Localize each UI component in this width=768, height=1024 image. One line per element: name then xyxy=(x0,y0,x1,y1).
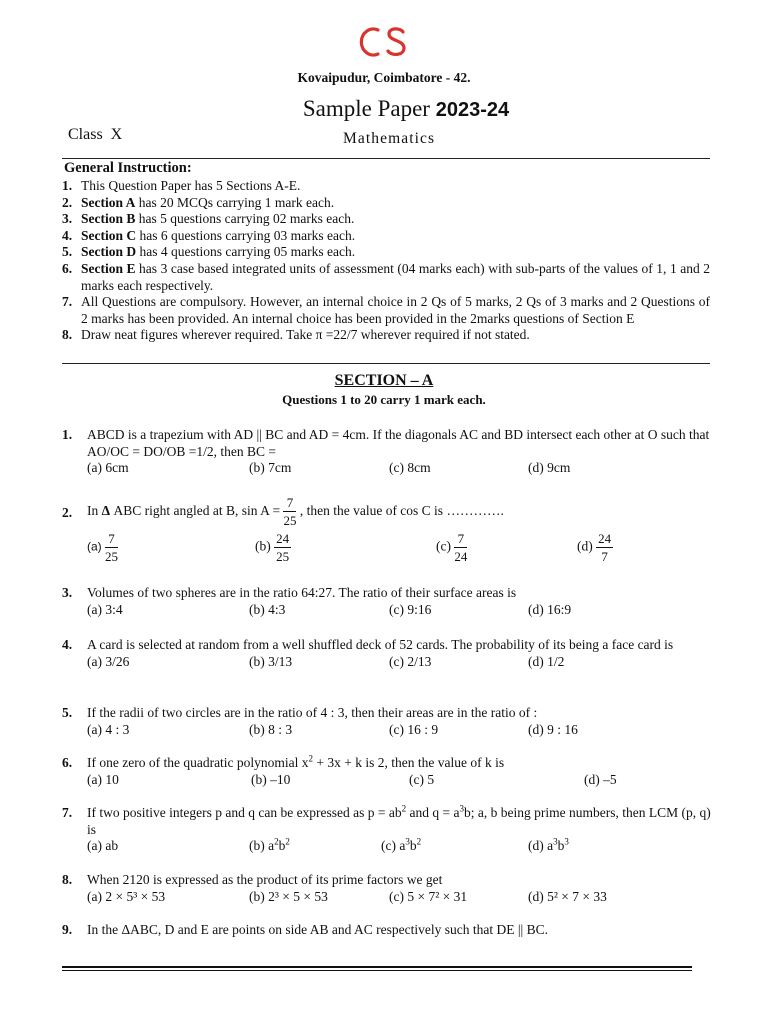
fraction: $\frac{7}{25}$ xyxy=(283,495,297,529)
cs-logo-icon xyxy=(356,22,412,62)
option-a: (a) $\frac{7}{25}$ xyxy=(87,531,119,564)
question-7: 7. If two positive integers p and q can be expressed as $p = ab^2$ and $q = a^3b$; a, b being prime numbers, then LCM (p, q) is (a) ab (b) $a^2b^2$ (c) $a^3b^2$ (d) $a^3b^3$ xyxy=(62,803,711,854)
question-2: 2. In Δ ABC right angled at B, sin A = $\frac{7}{25}$ , then the value of cos C is …………. (a) $\frac{7}{25}$ (b) $\frac{24}{25}$ (c) $\frac{7}{24}$ (d) $\frac{24}{7}$ xyxy=(62,494,712,566)
question-4: 4. A card is selected at random from a well shuffled deck of 52 cards. The probability of its being a face card is (a) 3/26 (b) 3/13 (c) 2/13 (d) 1/2 xyxy=(62,637,712,671)
options-row xyxy=(87,532,712,566)
instructions-divider xyxy=(62,363,710,364)
option-d: (d) 9cm xyxy=(528,460,571,476)
option-a: (a) 2 × 5³ × 53 xyxy=(87,888,166,904)
option-b: (b) 4:3 xyxy=(249,601,286,617)
options-row xyxy=(87,722,712,739)
paper-title-text: Sample Paper xyxy=(302,96,430,121)
instructions-list xyxy=(62,178,710,344)
option-d: (d) 1/2 xyxy=(528,653,565,669)
option-b: (b) $a^2b^2$ xyxy=(249,836,290,854)
options-row xyxy=(87,838,712,855)
section-title: SECTION – A xyxy=(334,372,434,389)
instruction-item: 7. All Questions are compulsory. However, an internal choice in 2 Qs of 5 marks, 2 Qs of 3 marks and 2 Questions of 2 marks has been provided. An internal choice has been provided in the 2marks questions of Section E xyxy=(62,294,710,326)
question-text: In Δ ABC right angled at B, sin A = $\frac{7}{25}$ , then the value of cos C is …………. xyxy=(87,495,504,529)
instruction-item: 2. Section A has 20 MCQs carrying 1 mark each. xyxy=(62,194,335,210)
instruction-item: 5. Section D has 4 questions carrying 05 marks each. xyxy=(62,244,356,260)
option-d: (d) $\frac{24}{7}$ xyxy=(577,531,612,564)
question-5: 5. If the radii of two circles are in the ratio of 4 : 3, then their areas are in the ratio of : (a) 4 : 3 (b) 8 : 3 (c) 16 : 9 (d) 9 : 16 xyxy=(62,705,712,739)
paper-title xyxy=(0,96,768,122)
option-c: (c) 8cm xyxy=(389,460,431,476)
options-row xyxy=(87,460,712,477)
option-d: (d) 9 : 16 xyxy=(528,721,578,737)
instruction-item: 8. Draw neat figures wherever required. Take π =22/7 wherever required if not stated. xyxy=(62,327,530,343)
options-row xyxy=(87,602,712,619)
option-c: (c) 5 xyxy=(409,771,435,787)
option-d: (d) –5 xyxy=(584,771,617,787)
question-text: Volumes of two spheres are in the ratio 64:27. The ratio of their surface areas is xyxy=(87,585,517,600)
question-3: 3. Volumes of two spheres are in the ratio 64:27. The ratio of their surface areas is (a) 3:4 (b) 4:3 (c) 9:16 (d) 16:9 xyxy=(62,585,712,619)
instruction-item: 6. Section E has 3 case based integrated units of assessment (04 marks each) with sub-parts of the values of 1, 1 and 2 marks each respectively. xyxy=(62,260,710,293)
option-a: (a) 10 xyxy=(87,771,119,787)
option-b: (b) 8 : 3 xyxy=(249,721,293,737)
option-b: (b) 2³ × 5 × 53 xyxy=(249,888,328,904)
options-row xyxy=(87,772,712,789)
option-a: (a) 6cm xyxy=(87,460,129,476)
question-text: ABCD is a trapezium with AD || BC and AD = 4cm. If the diagonals AC and BD intersect each other at O such that AO/OC = DO/OB =1/2, then BC = xyxy=(87,427,710,459)
instructions-heading: General Instruction: xyxy=(64,160,192,176)
footer-rule xyxy=(62,966,692,968)
question-8: 8. When 2120 is expressed as the product of its prime factors we get (a) 2 × 5³ × 53 (b) 2³ × 5 × 53 (c) 5 × 7² × 31 (d) 5² × 7 × 33 xyxy=(62,872,712,906)
option-d: (d) $a^3b^3$ xyxy=(528,836,569,854)
option-a: (a) ab xyxy=(87,838,119,854)
school-logo xyxy=(0,22,768,67)
question-text: If two positive integers p and q can be expressed as $p = ab^2$ and $q = a^3b$; a, b being prime numbers, then LCM (p, q) is xyxy=(87,803,711,837)
option-c: (c) 16 : 9 xyxy=(389,721,439,737)
instruction-item: 4. Section C has 6 questions carrying 03 marks each. xyxy=(62,227,356,243)
question-9: 9. In the ΔABC, D and E are points on side AB and AC respectively such that DE || BC. xyxy=(62,922,712,939)
class-label: Class X xyxy=(68,126,123,143)
question-1: 1. ABCD is a trapezium with AD || BC and AD = 4cm. If the diagonals AC and BD intersect each other at O such that AO/OC = DO/OB =1/2, then BC = (a) 6cm (b) 7cm (c) 8cm (d) 9cm xyxy=(62,427,712,477)
question-6: 6. If one zero of the quadratic polynomial $x^2 + 3x + k$ is 2, then the value of k is (a) 10 (b) –10 (c) 5 (d) –5 xyxy=(62,755,712,789)
triangle-icon: Δ xyxy=(101,503,111,518)
instruction-item: 3. Section B has 5 questions carrying 02 marks each. xyxy=(62,211,355,227)
paper-year: 2023-24 xyxy=(435,99,510,121)
school-address: Kovaipudur, Coimbatore - 42. xyxy=(297,70,471,85)
option-c: (c) $\frac{7}{24}$ xyxy=(436,531,468,564)
option-b: (b) –10 xyxy=(251,771,291,787)
subject-label: Mathematics xyxy=(343,130,436,147)
option-c: (c) 9:16 xyxy=(389,601,432,617)
option-b: (b) 7cm xyxy=(249,460,292,476)
instruction-item: 1. This Question Paper has 5 Sections A-E. xyxy=(62,178,301,193)
footer-rule xyxy=(62,970,692,971)
option-c: (c) $a^3b^2$ xyxy=(381,836,422,854)
option-c: (c) 2/13 xyxy=(389,653,432,669)
section-subtitle: Questions 1 to 20 carry 1 mark each. xyxy=(282,392,486,407)
question-text: A card is selected at random from a well shuffled deck of 52 cards. The probability of its being a face card is xyxy=(87,637,674,652)
option-a: (a) 3:4 xyxy=(87,601,123,617)
option-b: (b) 3/13 xyxy=(249,653,293,669)
option-a: (a) 4 : 3 xyxy=(87,721,130,737)
question-text: When 2120 is expressed as the product of its prime factors we get xyxy=(87,872,443,887)
question-text: If one zero of the quadratic polynomial $x^2 + 3x + k$ is 2, then the value of k is xyxy=(87,753,505,770)
options-row xyxy=(87,654,712,671)
option-b: (b) $\frac{24}{25}$ xyxy=(255,531,290,564)
option-a: (a) 3/26 xyxy=(87,653,130,669)
option-c: (c) 5 × 7² × 31 xyxy=(389,888,468,904)
option-d: (d) 5² × 7 × 33 xyxy=(528,888,607,904)
header-divider xyxy=(62,158,710,159)
option-d: (d) 16:9 xyxy=(528,601,572,617)
options-row xyxy=(87,889,712,906)
question-text: In the ΔABC, D and E are points on side AB and AC respectively such that DE || BC. xyxy=(87,922,549,937)
question-text: If the radii of two circles are in the ratio of 4 : 3, then their areas are in the ratio of : xyxy=(87,705,538,720)
